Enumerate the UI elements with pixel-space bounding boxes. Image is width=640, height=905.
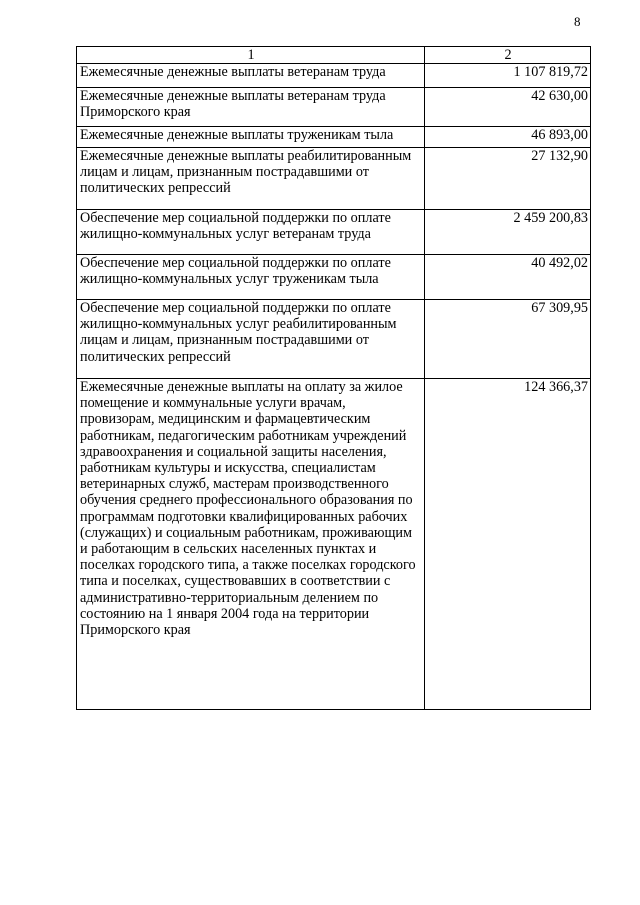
row-amount: 40 492,02 <box>425 255 591 300</box>
row-amount: 2 459 200,83 <box>425 210 591 255</box>
row-amount: 1 107 819,72 <box>425 64 591 88</box>
row-amount: 46 893,00 <box>425 127 591 148</box>
budget-table <box>76 46 591 710</box>
table-row <box>77 255 591 300</box>
row-description: Обеспечение мер социальной поддержки по оплате жилищно-коммунальных услуг ветеранам труда <box>77 210 425 255</box>
table-row <box>77 210 591 255</box>
row-description: Ежемесячные денежные выплаты на оплату за жилое помещение и коммунальные услуги врачам, провизорам, медицинским и фармацевтическим работникам, педагогическим работникам учреждений здравоохранения и социальной защиты населения, работникам культуры и искусства, специалистам ветеринарных служб, мастерам производственного обучения среднего профессионального образования по программам подготовки квалифицированных рабочих (служащих) и социальным работникам, проживающим и работающим в сельских населенных пунктах и поселках городского типа, а также поселках городского типа и поселках, существовавших в соответствии с административно-территориальным делением по состоянию на 1 января 2004 года на территории Приморского края <box>77 379 425 710</box>
row-amount: 124 366,37 <box>425 379 591 710</box>
table-row <box>77 88 591 127</box>
row-amount: 67 309,95 <box>425 300 591 379</box>
row-description: Ежемесячные денежные выплаты труженикам тыла <box>77 127 425 148</box>
table-row <box>77 148 591 210</box>
table-row <box>77 379 591 710</box>
row-amount: 27 132,90 <box>425 148 591 210</box>
table-row <box>77 64 591 88</box>
column-header-1: 1 <box>77 47 425 64</box>
page-number: 8 <box>574 14 581 29</box>
row-description: Обеспечение мер социальной поддержки по оплате жилищно-коммунальных услуг труженикам тыла <box>77 255 425 300</box>
row-description: Ежемесячные денежные выплаты ветеранам труда <box>77 64 425 88</box>
header-row <box>77 47 591 64</box>
row-description: Обеспечение мер социальной поддержки по оплате жилищно-коммунальных услуг реабилитированным лицам и лицам, признанным пострадавшими от политических репрессий <box>77 300 425 379</box>
row-description: Ежемесячные денежные выплаты реабилитированным лицам и лицам, признанным пострадавшими от политических репрессий <box>77 148 425 210</box>
table-row <box>77 127 591 148</box>
column-header-2: 2 <box>425 47 591 64</box>
row-description: Ежемесячные денежные выплаты ветеранам труда Приморского края <box>77 88 425 127</box>
row-amount: 42 630,00 <box>425 88 591 127</box>
table-row <box>77 300 591 379</box>
